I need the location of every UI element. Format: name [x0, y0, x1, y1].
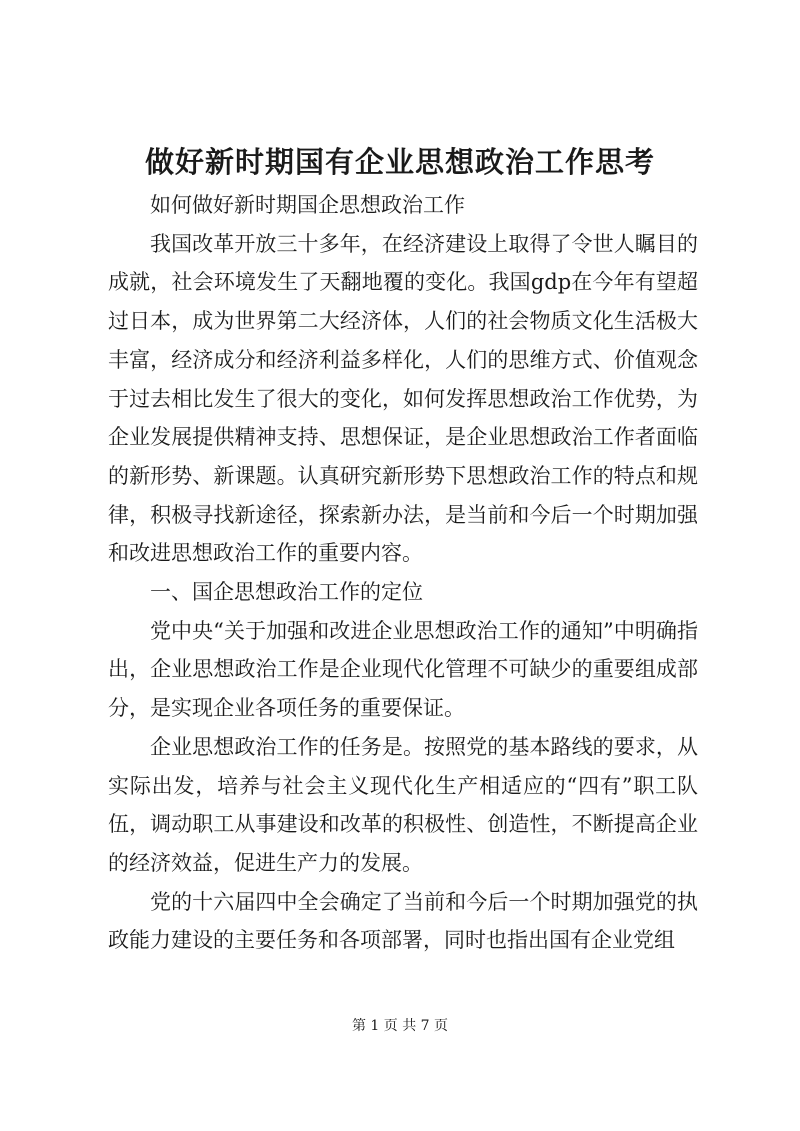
body-paragraph: 企业思想政治工作的任务是。按照党的基本路线的要求，从实际出发，培养与社会主义现代化生产相适应的“四有”职工队伍，调动职工从事建设和改革的积极性、创造性，不断提高企业的经济效益，促进生产力的发展。	[108, 734, 698, 875]
body-paragraph: 党的十六届四中全会确定了当前和今后一个时期加强党的执政能力建设的主要任务和各项部署，同时也指出国有企业党组	[108, 889, 698, 953]
document-title: 做好新时期国有企业思想政治工作思考	[144, 145, 655, 179]
document-body	[108, 186, 698, 960]
section-heading: 一、国企思想政治工作的定位	[150, 580, 423, 605]
subtitle-paragraph: 如何做好新时期国企思想政治工作	[150, 193, 465, 217]
page-number-footer: 第 1 页 共 7 页	[351, 1018, 449, 1034]
body-paragraph: 党中央“关于加强和改进企业思想政治工作的通知”中明确指出，企业思想政治工作是企业现代化管理不可缺少的重要组成部分，是实现企业各项任务的重要保证。	[108, 618, 698, 721]
body-paragraph: 我国改革开放三十多年，在经济建设上取得了令世人瞩目的成就，社会环境发生了天翻地覆的变化。我国gdp在今年有望超过日本，成为世界第二大经济体，人们的社会物质文化生活极大丰富，经济成分和经济利益多样化，人们的思维方式、价值观念于过去相比发生了很大的变化，如何发挥思想政治工作优势，为企业发展提供精神支持、思想保证，是企业思想政治工作者面临的新形势、新课题。认真研究新形势下思想政治工作的特点和规律，积极寻找新途径，探索新办法，是当前和今后一个时期加强和改进思想政治工作的重要内容。	[108, 231, 698, 566]
